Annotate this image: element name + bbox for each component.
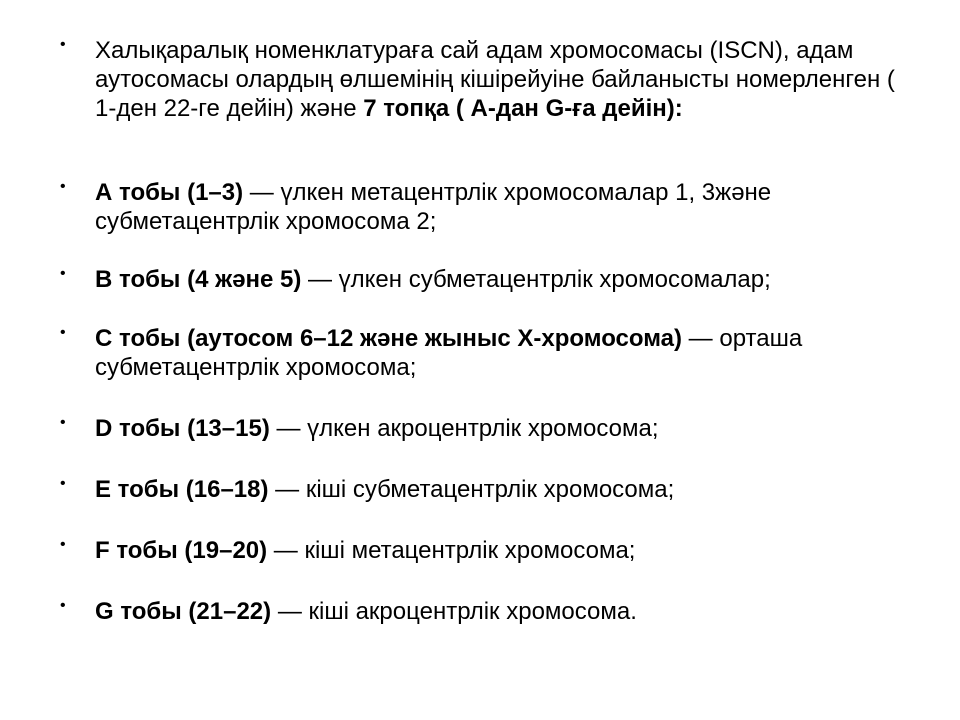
bullet-item-group-c [60, 324, 920, 382]
group-description: — кіші метацентрлік хромосома; [267, 537, 636, 564]
bullet-text: Халықаралық номенклатураға сай адам хромосомасы (ISCN), адам аутосомасы олардың өлшемінің кішірейуіне байланысты номерленген ( 1-ден 22-ге дейін) және [95, 37, 895, 122]
bullet-dot-icon: • [60, 536, 66, 553]
bullet-dot-icon: • [60, 414, 66, 431]
group-title: D тобы (13–15) [95, 415, 270, 442]
bullet-item-group-a [60, 178, 920, 236]
bullet-item-group-b [60, 265, 771, 294]
bullet-item-group-d [60, 414, 659, 443]
group-title: В тобы (4 және 5) [95, 266, 302, 293]
bullet-item-group-e [60, 475, 674, 504]
group-title: С тобы (аутосом 6–12 және жыныс Х-хромосома) [95, 325, 683, 352]
bullet-dot-icon: • [60, 324, 66, 341]
bullet-item-iscn-intro [60, 36, 920, 123]
group-description: — үлкен субметацентрлік хромосомалар; [301, 266, 771, 293]
bullet-dot-icon: • [60, 475, 66, 492]
group-description: — кіші акроцентрлік хромосома. [271, 598, 637, 625]
group-title: G тобы (21–22) [95, 598, 272, 625]
group-description: — орташа субметацентрлік хромосома; [95, 325, 803, 381]
bullet-dot-icon: • [60, 597, 66, 614]
group-description: — үлкен акроцентрлік хромосома; [269, 415, 659, 442]
group-title: А тобы (1–3) [95, 179, 244, 206]
group-description: — үлкен метацентрлік хромосомалар 1, 3және субметацентрлік хромосома 2; [95, 179, 772, 235]
bullet-item-group-g [60, 597, 637, 626]
bullet-dot-icon: • [60, 36, 66, 53]
bullet-dot-icon: • [60, 178, 66, 195]
bullet-dot-icon: • [60, 265, 66, 282]
group-title: Е тобы (16–18) [95, 476, 269, 503]
bullet-item-group-f [60, 536, 635, 565]
group-title: F тобы (19–20) [95, 537, 268, 564]
group-description: — кіші субметацентрлік хромосома; [268, 476, 675, 503]
bullet-text-bold: 7 топқа ( А-дан G-ға дейін): [363, 95, 683, 122]
